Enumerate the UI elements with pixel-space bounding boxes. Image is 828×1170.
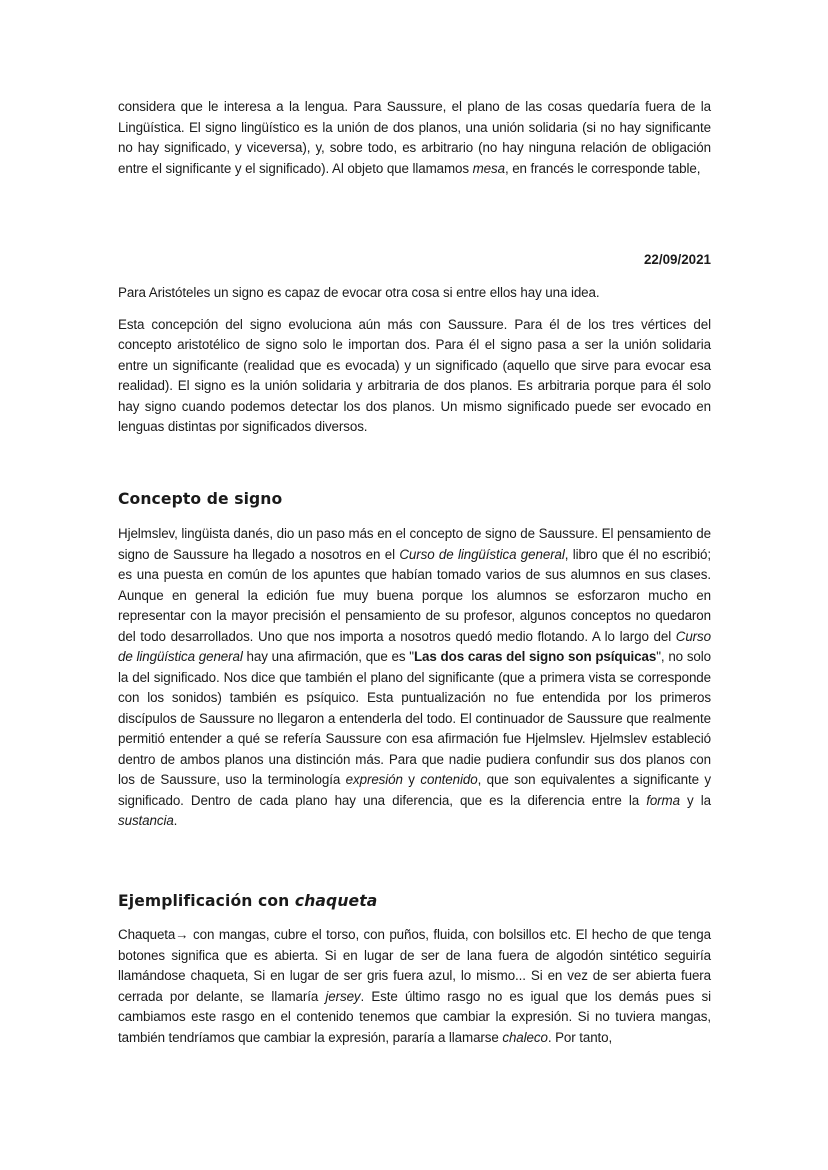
intro-section xyxy=(118,97,711,179)
paragraph-concepcion: Esta concepción del signo evoluciona aún más con Saussure. Para él de los tres vértices del concepto aristotélico de signo solo le importan dos. Para él el signo pasa a ser la unión solidaria entre un significante (realidad que es evocada) y un significado (aquello que sirve para evocar esa realidad). El signo es la unión solidaria y arbitraria de dos planos. Es arbitraria porque para él solo hay signo cuando podemos detectar los dos planos. Un mismo significado puede ser evocado en lenguas distintas por significados diversos. xyxy=(118,316,711,434)
paragraph-intro: considera que le interesa a la lengua. Para Saussure, el plano de las cosas quedaría fuera de la Lingüística. El signo lingüístico es la unión de dos planos, una unión solidaria (si no hay significante no hay significado, y viceversa), y, sobre todo, es arbitrario (no hay ninguna relación de obligación entre el significante y el significado). Al objeto que llamamos mesa, en francés le corresponde table, xyxy=(118,99,711,176)
term-contenido: contenido xyxy=(420,772,478,787)
quote-bold: Las dos caras del signo son psíquicas xyxy=(413,649,657,664)
book-title: Curso de lingüística general xyxy=(399,546,565,562)
term-mesa: mesa xyxy=(472,160,505,176)
term-forma: forma xyxy=(646,792,680,808)
section-heading-ejemplo: Ejemplificación con chaqueta xyxy=(118,892,378,910)
term-expresion: expresión xyxy=(345,772,403,787)
term-chaleco: chaleco xyxy=(502,1029,548,1045)
paragraph-aristoteles: Para Aristóteles un signo es capaz de evocar otra cosa si entre ellos hay una idea. xyxy=(118,285,600,300)
hjelmslev-section xyxy=(118,524,711,832)
saussure-section xyxy=(118,283,711,438)
paragraph-chaqueta: Chaqueta→ con mangas, cubre el torso, con puños, fluida, con bolsillos etc. El hecho de que tenga botones significa que es abierta. Si en lugar de ser de lana fuera de algodón sintético seguiría llamándose chaqueta, Si en lugar de ser gris fuera azul, lo mismo... Si en vez de ser abierta fuera cerrada por delante, se llamaría jersey. Este último rasgo no es igual que los demás pues si cambiamos este rasgo en el contenido tenemos que cambiar la expresión. Si no tuviera mangas, también tendríamos que cambiar la expresión, pararía a llamarse chaleco. Por tanto, xyxy=(118,927,711,1045)
date-heading: 22/09/2021 xyxy=(643,252,711,267)
chaqueta-section xyxy=(118,925,711,1048)
ejemplo-section xyxy=(118,890,711,912)
paragraph-hjelmslev: Hjelmslev, lingüista danés, dio un paso más en el concepto de signo de Saussure. El pensamiento de signo de Saussure ha llegado a nosotros en el Curso de lingüística general, libro que él no escribió; es una puesta en común de los apuntes que habían tomado varios de sus alumnos en sus clases. Aunque en general la edición fue muy buena porque los alumnos se esforzaron mucho en representar con la mayor precisión el pensamiento de su profesor, algunos conceptos no quedaron del todo desarrollados. Uno que nos importa a nosotros quedó medio flotando. A lo largo del Curso de lingüística general hay una afirmación, que es "Las dos caras del signo son psíquicas", no solo la del significado. Nos dice que también el plano del significante (que a primera vista se corresponde con los sonidos) también es psíquico. Esta puntualización no fue entendida por los primeros discípulos de Saussure no llegaron a entenderla del todo. El continuador de Saussure que realmente permitió entender a qué se refería Saussure con esa afirmación fue Hjelmslev. Hjelmslev estableció dentro de ambos planos una distinción más. Para que nadie pudiera confundir sus dos planos con los de Saussure, uso la terminología expresión y contenido, que son equivalentes a significante y significado. Dentro de cada plano hay una diferencia, que es la diferencia entre la forma y la sustancia. xyxy=(118,526,712,828)
term-jersey: jersey xyxy=(325,988,361,1004)
book-title: Curso de lingüística general xyxy=(118,628,711,664)
concepto-section xyxy=(118,488,711,510)
section-heading-concepto: Concepto de signo xyxy=(118,490,283,508)
term-sustancia: sustancia xyxy=(118,813,174,828)
